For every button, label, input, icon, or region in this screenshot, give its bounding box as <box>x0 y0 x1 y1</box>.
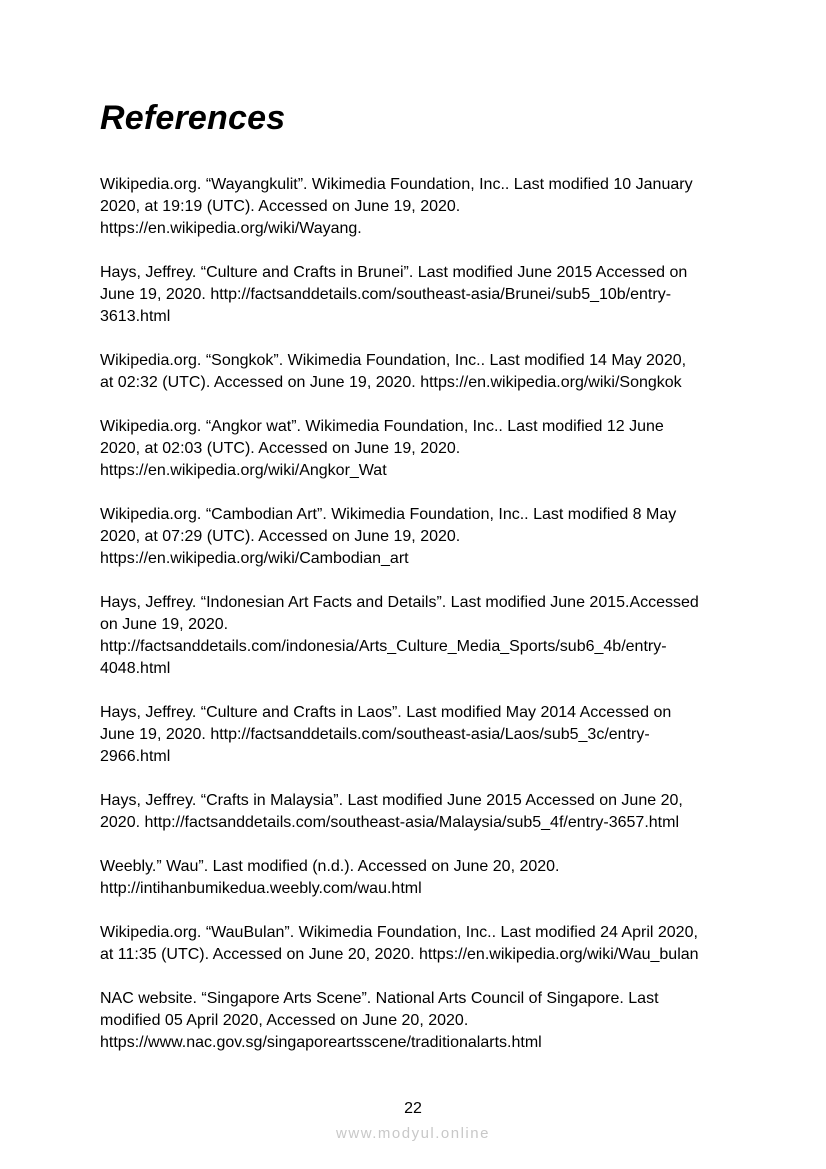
reference-item <box>100 988 732 1054</box>
page-number: 22 <box>404 1100 422 1117</box>
page-title: References <box>100 99 286 137</box>
reference-line: Weebly.” Wau”. Last modified (n.d.). Accessed on June 20, 2020. <box>100 858 560 875</box>
reference-item <box>100 350 732 394</box>
reference-line: Wikipedia.org. “Angkor wat”. Wikimedia Foundation, Inc.. Last modified 12 June <box>100 418 664 435</box>
reference-line: on June 19, 2020. <box>100 616 229 633</box>
reference-line: 2966.html <box>100 748 171 765</box>
reference-item <box>100 592 732 680</box>
reference-line: https://www.nac.gov.sg/singaporeartsscene/traditionalarts.html <box>100 1034 542 1051</box>
reference-line: 2020, at 07:29 (UTC). Accessed on June 19, 2020. <box>100 528 461 545</box>
reference-line: https://en.wikipedia.org/wiki/Cambodian_art <box>100 550 409 567</box>
reference-line: 2020, at 02:03 (UTC). Accessed on June 19, 2020. <box>100 440 461 457</box>
reference-line: https://en.wikipedia.org/wiki/Angkor_Wat <box>100 462 387 479</box>
reference-line: modified 05 April 2020, Accessed on June 20, 2020. <box>100 1012 469 1029</box>
reference-line: 4048.html <box>100 660 171 677</box>
reference-line: Wikipedia.org. “WauBulan”. Wikimedia Foundation, Inc.. Last modified 24 April 2020, <box>100 924 698 941</box>
reference-line: at 02:32 (UTC). Accessed on June 19, 2020. https://en.wikipedia.org/wiki/Songkok <box>100 374 682 391</box>
reference-line: NAC website. “Singapore Arts Scene”. National Arts Council of Singapore. Last <box>100 990 659 1007</box>
reference-line: Hays, Jeffrey. “Culture and Crafts in Laos”. Last modified May 2014 Accessed on <box>100 704 672 721</box>
reference-line: at 11:35 (UTC). Accessed on June 20, 2020. https://en.wikipedia.org/wiki/Wau_bulan <box>100 946 699 963</box>
reference-line: https://en.wikipedia.org/wiki/Wayang. <box>100 220 362 237</box>
watermark-text: www.modyul.online <box>336 1125 490 1142</box>
reference-line: June 19, 2020. http://factsanddetails.com/southeast-asia/Brunei/sub5_10b/entry- <box>100 286 672 303</box>
reference-line: Hays, Jeffrey. “Indonesian Art Facts and Details”. Last modified June 2015.Accessed <box>100 594 699 611</box>
document-page <box>100 96 732 1076</box>
reference-line: 2020. http://factsanddetails.com/southeast-asia/Malaysia/sub5_4f/entry-3657.html <box>100 814 679 831</box>
reference-line: http://factsanddetails.com/indonesia/Arts_Culture_Media_Sports/sub6_4b/entry- <box>100 638 667 655</box>
reference-item <box>100 174 732 240</box>
reference-item <box>100 856 732 900</box>
reference-line: Wikipedia.org. “Cambodian Art”. Wikimedia Foundation, Inc.. Last modified 8 May <box>100 506 677 523</box>
reference-item <box>100 504 732 570</box>
reference-item <box>100 790 732 834</box>
reference-item <box>100 262 732 328</box>
reference-line: 3613.html <box>100 308 171 325</box>
reference-line: 2020, at 19:19 (UTC). Accessed on June 19, 2020. <box>100 198 461 215</box>
reference-line: Wikipedia.org. “Songkok”. Wikimedia Foundation, Inc.. Last modified 14 May 2020, <box>100 352 687 369</box>
reference-line: Hays, Jeffrey. “Culture and Crafts in Brunei”. Last modified June 2015 Accessed on <box>100 264 688 281</box>
reference-line: Wikipedia.org. “Wayangkulit”. Wikimedia Foundation, Inc.. Last modified 10 January <box>100 176 693 193</box>
reference-line: Hays, Jeffrey. “Crafts in Malaysia”. Last modified June 2015 Accessed on June 20, <box>100 792 683 809</box>
reference-item <box>100 416 732 482</box>
reference-item <box>100 702 732 768</box>
reference-list <box>100 174 732 1054</box>
reference-item <box>100 922 732 966</box>
reference-line: June 19, 2020. http://factsanddetails.com/southeast-asia/Laos/sub5_3c/entry- <box>100 726 650 743</box>
reference-line: http://intihanbumikedua.weebly.com/wau.html <box>100 880 422 897</box>
